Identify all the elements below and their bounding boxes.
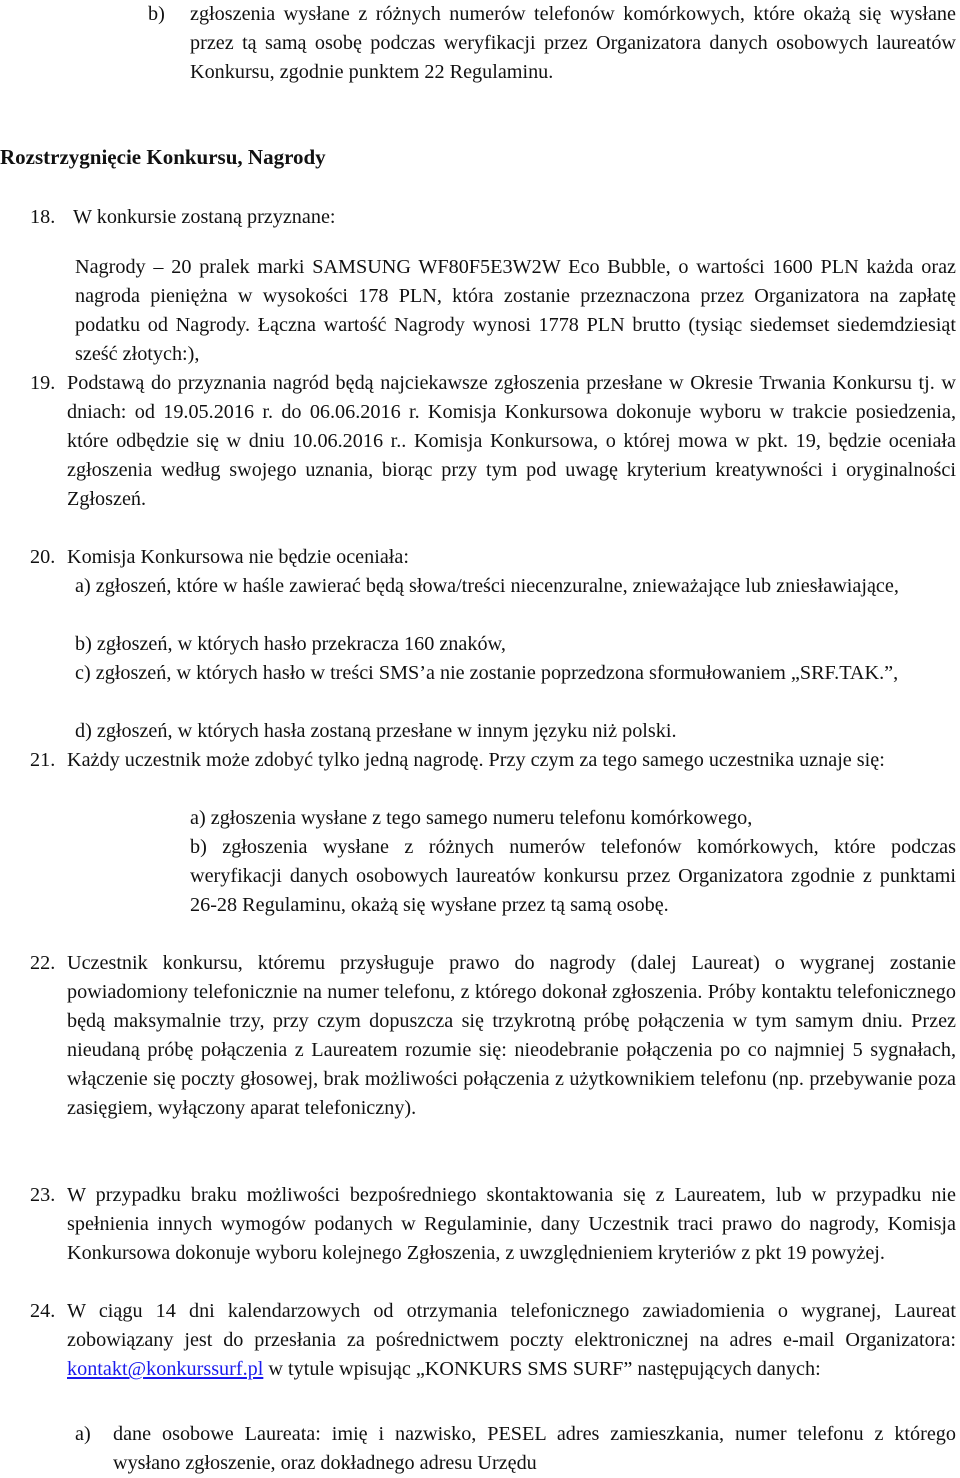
point-20-d: d) zgłoszeń, w których hasła zostaną przesłane w innym języku niż polski. <box>75 720 677 742</box>
point-21-number: 21. <box>30 749 56 771</box>
point-22-text: Uczestnik konkursu, któremu przysługuje prawo do nagrody (dalej Laureat) o wygranej zostanie powiadomiony telefonicznie na numer telefonu, z którego dokonał zgłoszenia. Próby kontaktu telefonicznego będą maksymalnie trzy, przy czym dopuszcza się trzykrotną próbę połączenia w tym samym dniu. Przez nieudaną próbę połączenia z Laureatem rozumie się: nieodebranie połączenia po co najmniej 5 sygnałach, włączenie się poczty głosowej, brak możliwości połączenia z użytkownikiem telefonu (np. przebywanie poza zasięgiem, wyłączony aparat telefoniczny). <box>67 952 956 1119</box>
point-21-text: Każdy uczestnik może zdobyć tylko jedną nagrodę. Przy czym za tego samego uczestnika uznaje się: <box>67 749 885 771</box>
point-22-number: 22. <box>30 952 56 974</box>
point-24-a-label: a) <box>75 1423 91 1445</box>
point-24-text-before: W ciągu 14 dni kalendarzowych od otrzymania telefonicznego zawiadomienia o wygranej, Laureat zobowiązany jest do przesłania za pośrednictwem poczty elektronicznej na adres e-mail Organizatora: <box>67 1300 956 1351</box>
point-20-a: a) zgłoszeń, które w haśle zawierać będą słowa/treści niecenzuralne, znieważające lub zniesławiające, <box>75 575 899 597</box>
point-21-a: a) zgłoszenia wysłane z tego samego numeru telefonu komórkowego, <box>190 807 753 829</box>
point-20-text: Komisja Konkursowa nie będzie oceniała: <box>67 546 409 568</box>
point-20-b: b) zgłoszeń, w których hasło przekracza 160 znaków, <box>75 633 506 655</box>
point-24-number: 24. <box>30 1300 56 1322</box>
point-18-text: W konkursie zostaną przyznane: <box>73 206 336 228</box>
point-18-number: 18. <box>30 206 56 228</box>
point-19-number: 19. <box>30 372 56 394</box>
organizer-email-link[interactable]: kontakt@konkurssurf.pl <box>67 1358 264 1380</box>
point-18-prizes: Nagrody – 20 pralek marki SAMSUNG WF80F5E3W2W Eco Bubble, o wartości 1600 PLN każda oraz nagroda pieniężna w wysokości 178 PLN, która zostanie przeznaczona przez Organizatora na zapłatę podatku od Nagrody. Łączna wartość Nagrody wynosi 1778 PLN brutto (tysiąc siedemset siedemdziesiąt sześć złotych:), <box>75 256 956 365</box>
point-23-number: 23. <box>30 1184 56 1206</box>
point-19-text: Podstawą do przyznania nagród będą najciekawsze zgłoszenia przesłane w Okresie Trwania Konkursu tj. w dniach: od 19.05.2016 r. do 06.06.2016 r. Komisja Konkursowa dokonuje wyboru w trakcie posiedzenia, które odbędzie się w dniu 10.06.2016 r.. Komisja Konkursowa, o której mowa w pkt. 19, będzie oceniała zgłoszenia według swojego uznania, biorąc przy tym pod uwagę kryterium kreatywności i oryginalności Zgłoszeń. <box>67 372 956 510</box>
point-24-a-text: dane osobowe Laureata: imię i nazwisko, PESEL adres zamieszkania, numer telefonu z którego wysłano zgłoszenie, oraz dokładnego adresu Urzędu <box>113 1423 956 1474</box>
point-20-number: 20. <box>30 546 56 568</box>
point-21-b: b) zgłoszenia wysłane z różnych numerów telefonów komórkowych, które podczas weryfikacji danych osobowych laureatów konkursu przez Organizatora zgodnie z punktami 26-28 Regulaminu, okażą się wysłane przez tą samą osobę. <box>190 836 956 916</box>
point-20-c: c) zgłoszeń, w których hasło w treści SMS’a nie zostanie poprzedzona sformułowaniem „SRF.TAK.”, <box>75 662 899 684</box>
section-heading: Rozstrzygnięcie Konkursu, Nagrody <box>0 145 326 169</box>
point-24-text-after: w tytule wpisując „KONKURS SMS SURF” następujących danych: <box>268 1358 821 1380</box>
point-24-text <box>67 1297 956 1384</box>
point-23-text: W przypadku braku możliwości bezpośredniego skontaktowania się z Laureatem, lub w przypadku nie spełnienia innych wymogów podanych w Regulaminie, dany Uczestnik traci prawo do nagrody, Komisja Konkursowa dokonuje wyboru kolejnego Zgłoszenia, z uwzględnieniem kryteriów z pkt 19 powyżej. <box>67 1184 956 1264</box>
item-b-label: b) <box>148 3 165 25</box>
item-b-text: zgłoszenia wysłane z różnych numerów telefonów komórkowych, które okażą się wysłane przez tą samą osobę podczas weryfikacji przez Organizatora danych osobowych laureatów Konkursu, zgodnie punktem 22 Regulaminu. <box>190 3 956 83</box>
